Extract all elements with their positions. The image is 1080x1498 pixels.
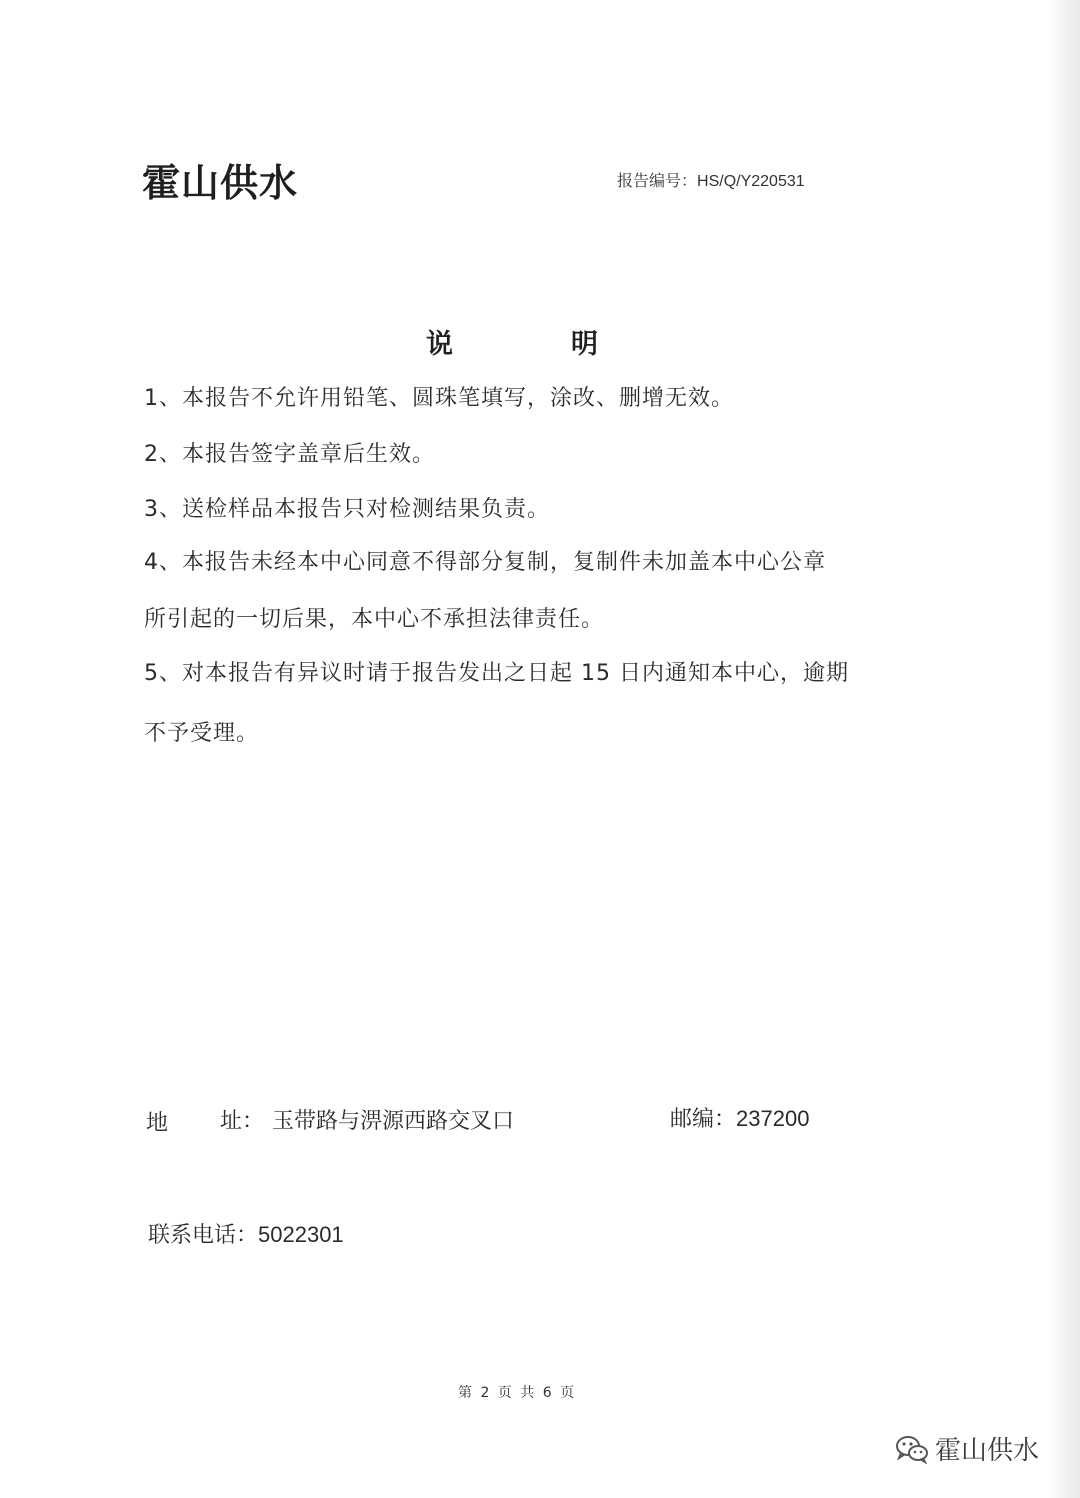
wechat-icon <box>895 1434 929 1464</box>
watermark-text: 霍山供水 <box>935 1436 1040 1466</box>
page-shadow <box>1050 0 1080 1498</box>
wechat-watermark <box>895 1430 1039 1467</box>
note-item-4-line-2: 所引起的一切后果，本中心不承担法律责任。 <box>144 607 605 632</box>
note-item-2: 2、本报告签字盖章后生效。 <box>144 442 435 467</box>
report-number <box>617 168 805 191</box>
note-item-3: 3、送检样品本报告只对检测结果负责。 <box>144 497 550 522</box>
address-value: 玉带路与淠源西路交叉口 <box>272 1109 515 1134</box>
postcode-value: 237200 <box>736 1106 810 1131</box>
page-number: 第 2 页 共 6 页 <box>458 1385 575 1401</box>
postcode <box>670 1102 809 1133</box>
notes-title: 说明 <box>426 329 716 360</box>
phone <box>148 1218 344 1249</box>
address-label-first-char: 地 <box>146 1111 169 1136</box>
report-number-value: HS/Q/Y220531 <box>697 173 805 190</box>
note-item-5-line-1: 5、对本报告有异议时请于报告发出之日起 15 日内通知本中心，逾期 <box>144 661 849 686</box>
note-item-4-line-1: 4、本报告未经本中心同意不得部分复制，复制件未加盖本中心公章 <box>144 550 826 575</box>
note-item-5-line-2: 不予受理。 <box>144 721 260 746</box>
address-label-second-char: 址： <box>220 1109 265 1134</box>
postcode-label: 邮编： <box>670 1107 737 1132</box>
phone-label: 联系电话： <box>148 1223 259 1248</box>
org-name: 霍山供水 <box>142 161 299 205</box>
note-item-1: 1、本报告不允许用铅笔、圆珠笔填写，涂改、删增无效。 <box>144 386 734 411</box>
report-number-label: 报告编号： <box>617 171 698 190</box>
phone-value: 5022301 <box>258 1222 344 1247</box>
